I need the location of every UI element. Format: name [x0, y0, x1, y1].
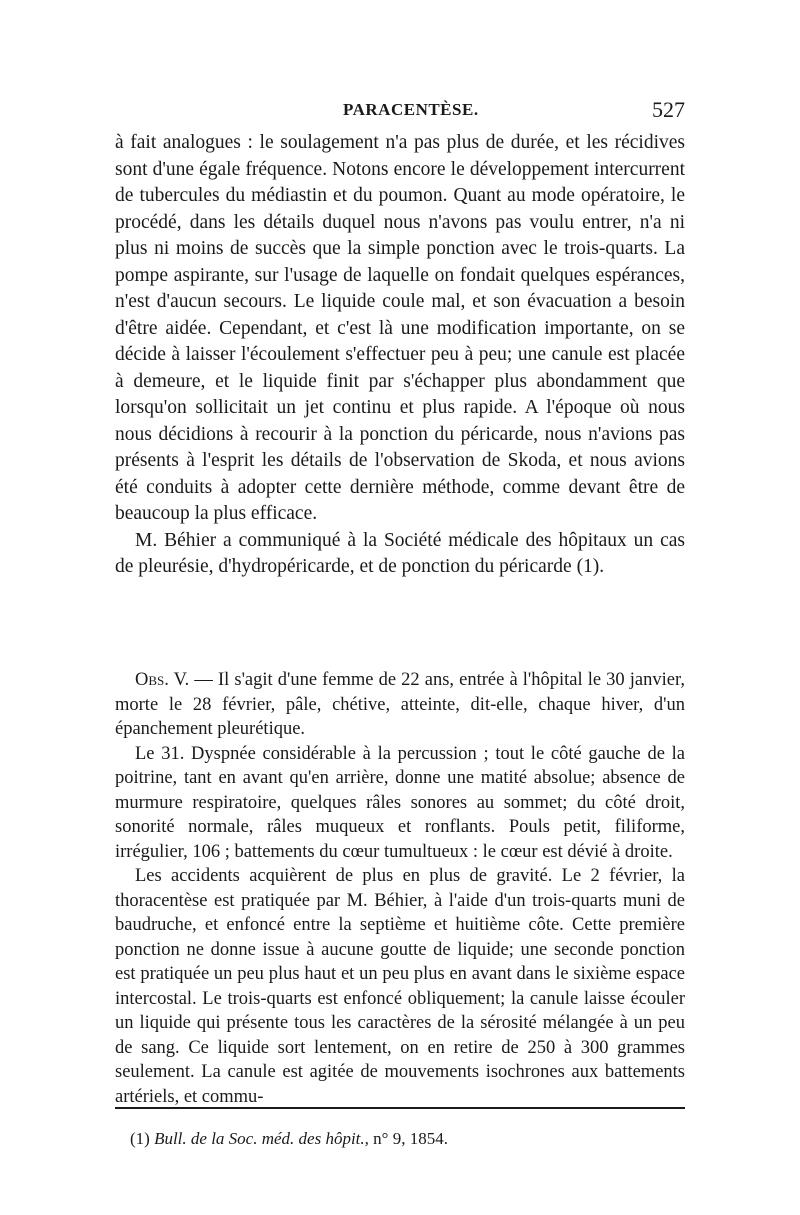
paragraph-continuation: à fait analogues : le soulagement n'a pas plus de durée, et les récidives sont d'une égale fréquence. Notons encore le développement intercurrent de tubercules du médiastin et du poumon. Quant au mode opératoire, le procédé, dans les détails duquel nous n'avons pas voulu entrer, n'a ni plus ni moins de succès que la simple ponction avec le trois-quarts. La pompe aspirante, sur l'usage de laquelle on fondait quelques espérances, n'est d'aucun secours. Le liquide coule mal, et son évacuation a besoin d'être aidée. Cependant, et c'est là une modification importante, on se décide à laisser l'écoulement s'effectuer peu à peu; une canule est placée à demeure, et le liquide finit par s'échapper plus abondamment que lorsqu'on sollicitait un jet continu et plus rapide. A l'époque où nous nous décidions à recourir à la ponction du péricarde, nous n'avions pas présents à l'esprit les détails de l'observation de Skoda, et nous avions été conduits à adopter cette dernière méthode, comme devant être de beaucoup la plus efficace.	[115, 132, 685, 524]
footnote-journal: Bull. de la Soc. méd. des hôpit.,	[154, 1129, 369, 1148]
observation-block	[115, 668, 685, 1109]
paragraph-behier: M. Béhier a communiqué à la Société médicale des hôpitaux un cas de pleurésie, d'hydropéricarde, et de ponction du péricarde (1).	[115, 529, 685, 577]
observation-day-31: Le 31. Dyspnée considérable à la percussion ; tout le côté gauche de la poitrine, tant en avant qu'en arrière, donne une matité absolue; absence de murmure respiratoire, quelques râles sonores au sommet; du côté droit, sonorité normale, râles muqueux et ronflants. Pouls petit, filiforme, irrégulier, 106 ; battements du cœur tumultueux : le cœur est dévié à droite.	[115, 743, 685, 862]
running-title: PARACENTÈSE.	[343, 100, 479, 119]
footnote-divider	[115, 1107, 685, 1109]
running-head	[115, 97, 685, 126]
observation-thoracentesis: Les accidents acquièrent de plus en plus de gravité. Le 2 février, la thoracentèse est pratiquée par M. Béhier, à l'aide d'un trois-quarts muni de baudruche, et enfoncé entre la septième et huitième côte. Cette première ponction ne donne issue à aucune goutte de liquide; une seconde ponction est pratiquée un peu plus haut et un peu plus en avant dans le sixième espace intercostal. Le trois-quarts est enfoncé obliquement; la canule laisse écouler un liquide qui présente tous les caractères de la sérosité mélangée à un peu de sang. Ce liquide sort lentement, on en retire de 250 à 300 grammes seulement. La canule est agitée de mouvements isochrones aux battements artériels, et commu-	[115, 866, 685, 1107]
footnote-reference: n° 9, 1854.	[373, 1129, 448, 1148]
footnote-marker: (1)	[130, 1129, 150, 1148]
observation-intro-text: — Il s'agit d'une femme de 22 ans, entrée à l'hôpital le 30 janvier, morte le 28 février, pâle, chétive, atteinte, dit-elle, chaque hiver, d'un épanchement pleurétique.	[115, 670, 686, 739]
footnote	[130, 1128, 685, 1150]
observation-intro	[115, 668, 685, 742]
observation-label: Obs. V.	[135, 670, 190, 690]
page-number: 527	[652, 97, 685, 122]
main-text	[115, 130, 685, 581]
